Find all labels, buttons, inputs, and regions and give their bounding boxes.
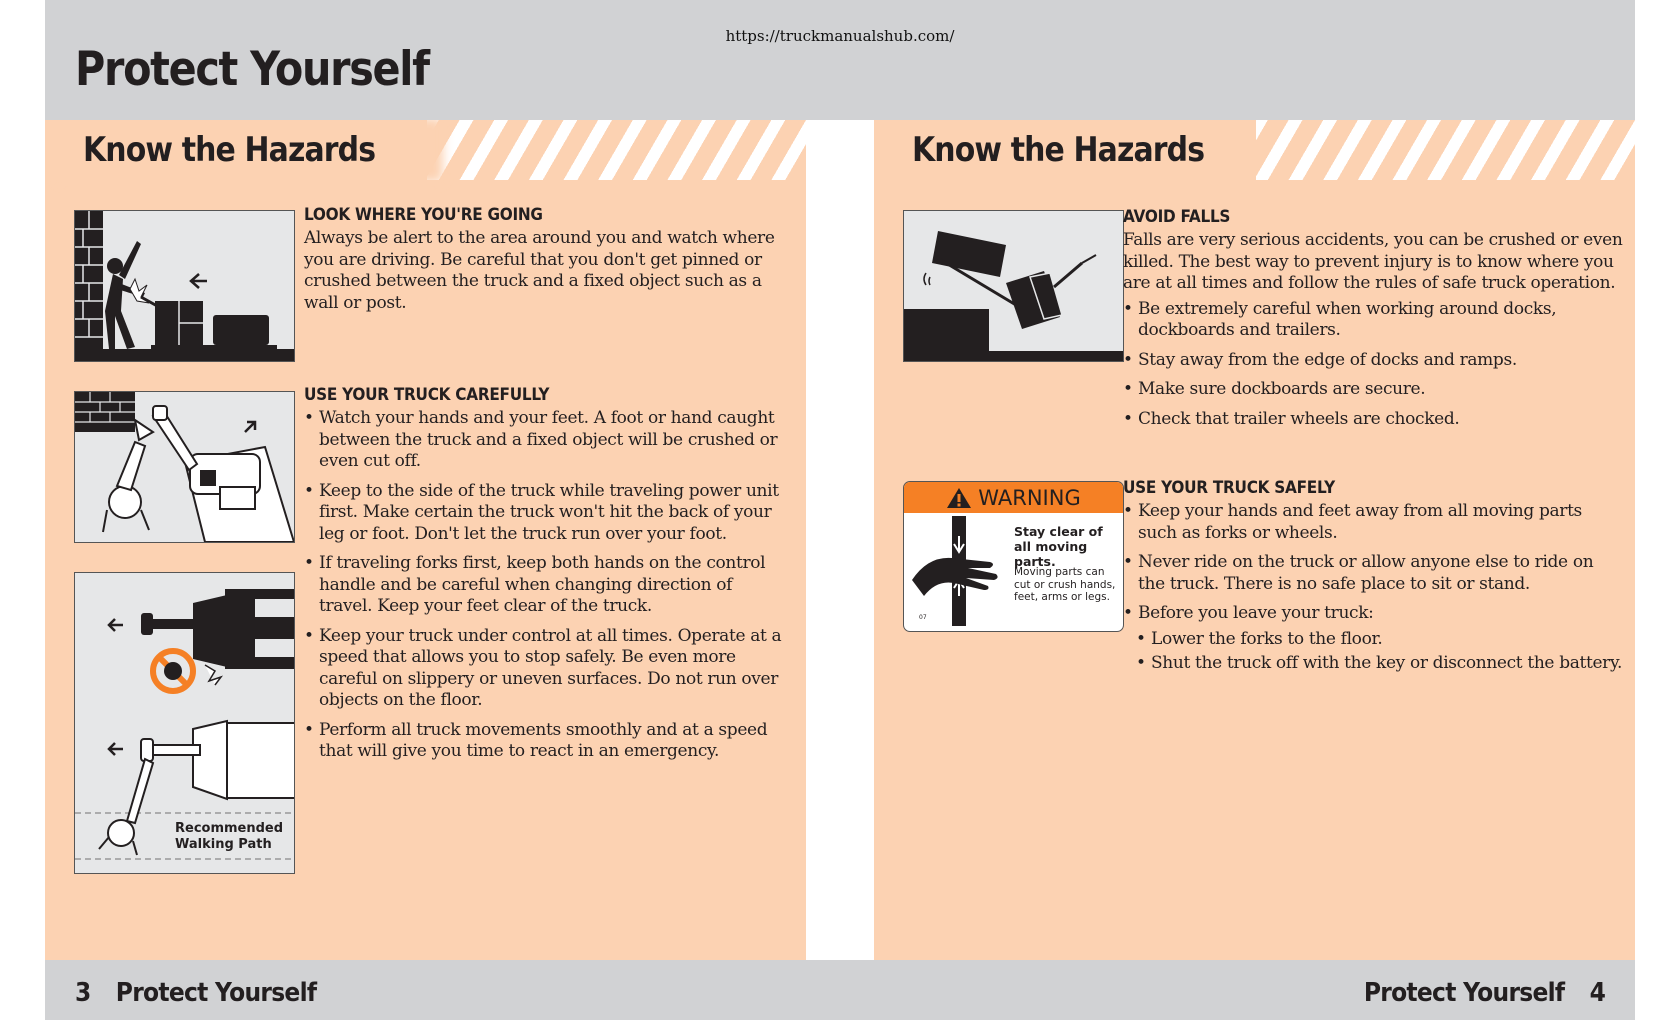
list-item: • Make sure dockboards are secure.: [1123, 379, 1623, 401]
right-panel: [874, 120, 1635, 960]
warning-decal: [903, 481, 1124, 632]
list-item: • Watch your hands and your feet. A foot or hand caught between the truck and a fixed object will be crushed or even cut off.: [304, 408, 784, 473]
right-hazard-header: [874, 120, 1256, 180]
bullet-list: [1123, 501, 1623, 625]
list-item: • Before you leave your truck:: [1123, 603, 1623, 625]
walking-path-label-line-2: Walking Path: [175, 837, 272, 852]
walking-path-label: [175, 821, 283, 853]
warning-code: 07: [919, 614, 927, 621]
right-hazard-title: Know the Hazards: [912, 130, 1205, 170]
page-title: Protect Yourself: [75, 42, 429, 97]
page-number-left: 3: [75, 978, 91, 1008]
sub-list-item: • Shut the truck off with the key or disconnect the battery.: [1123, 653, 1623, 675]
left-hazard-title: Know the Hazards: [83, 130, 376, 170]
page-footer: [45, 960, 1635, 1020]
list-item: • Perform all truck movements smoothly and at a speed that will give you time to react in an emergency.: [304, 720, 784, 763]
list-item: • Never ride on the truck or allow anyone else to ride on the truck. There is no safe place to sit or stand.: [1123, 552, 1623, 595]
list-item: • Keep to the side of the truck while traveling power unit first. Make certain the truck won't hit the back of your leg or foot. Don't let the truck run over your foot.: [304, 481, 784, 546]
page-number-right: 4: [1589, 978, 1605, 1008]
section-heading: AVOID FALLS: [1123, 207, 1231, 227]
source-url[interactable]: https://truckmanualshub.com/: [725, 27, 955, 45]
warning-sub-text: Moving parts can cut or crush hands, feet, arms or legs.: [1014, 566, 1116, 603]
section-heading: LOOK WHERE YOU'RE GOING: [304, 205, 543, 225]
use-truck-carefully-section: [304, 385, 784, 771]
section-heading: USE YOUR TRUCK CAREFULLY: [304, 385, 550, 405]
list-item: • Be extremely careful when working around docks, dockboards and trailers.: [1123, 299, 1623, 342]
section-body: Always be alert to the area around you and watch where you are driving. Be careful that you don't get pinned or crushed between the truck and a fixed object such as a wall or post.: [304, 228, 775, 313]
walking-path-illustration: [74, 572, 295, 874]
list-item: • Keep your hands and feet away from all moving parts such as forks or wheels.: [1123, 501, 1623, 544]
list-item: • Stay away from the edge of docks and ramps.: [1123, 350, 1623, 372]
list-item: • If traveling forks first, keep both hands on the control handle and be careful when changing direction of travel. Keep your feet clear of the truck.: [304, 553, 784, 618]
footer-left: [75, 978, 316, 1008]
look-where-going-section: [304, 205, 784, 314]
left-hazard-header: [45, 120, 427, 180]
sub-bullet-list: [1123, 629, 1623, 675]
warning-main-text: Stay clear of all moving parts.: [1014, 524, 1103, 569]
section-heading: USE YOUR TRUCK SAFELY: [1123, 478, 1335, 498]
sub-list-item: • Lower the forks to the floor.: [1123, 629, 1623, 651]
list-item: • Check that trailer wheels are chocked.: [1123, 409, 1623, 431]
manual-page: [45, 0, 1635, 1020]
warning-decal-header: [904, 482, 1123, 513]
warning-triangle-icon: [946, 487, 972, 509]
bullet-list: [1123, 299, 1623, 431]
warning-title: WARNING: [978, 485, 1081, 510]
section-body: Falls are very serious accidents, you can be crushed or even killed. The best way to prevent injury is to know where you are at all times and follow the rules of safe truck operation.: [1123, 230, 1623, 293]
footer-right-title: Protect Yourself: [1363, 978, 1565, 1008]
crush-hand-icon: [908, 516, 1008, 626]
footer-left-title: Protect Yourself: [115, 978, 317, 1008]
hand-caught-illustration: [74, 391, 295, 543]
avoid-falls-section: [1123, 207, 1623, 438]
footer-right: [1364, 978, 1605, 1008]
bullet-list: [304, 408, 784, 763]
pinned-against-wall-illustration: [74, 210, 295, 362]
use-truck-safely-section: [1123, 478, 1623, 678]
walking-path-label-line-1: Recommended: [175, 821, 284, 836]
list-item: • Keep your truck under control at all times. Operate at a speed that allows you to stop safely. Be even more careful on slippery or uneven surfaces. Do not run over objects on the floor.: [304, 626, 784, 712]
left-panel: [45, 120, 806, 960]
dock-fall-illustration: [903, 210, 1124, 362]
page-gutter: [806, 120, 874, 960]
